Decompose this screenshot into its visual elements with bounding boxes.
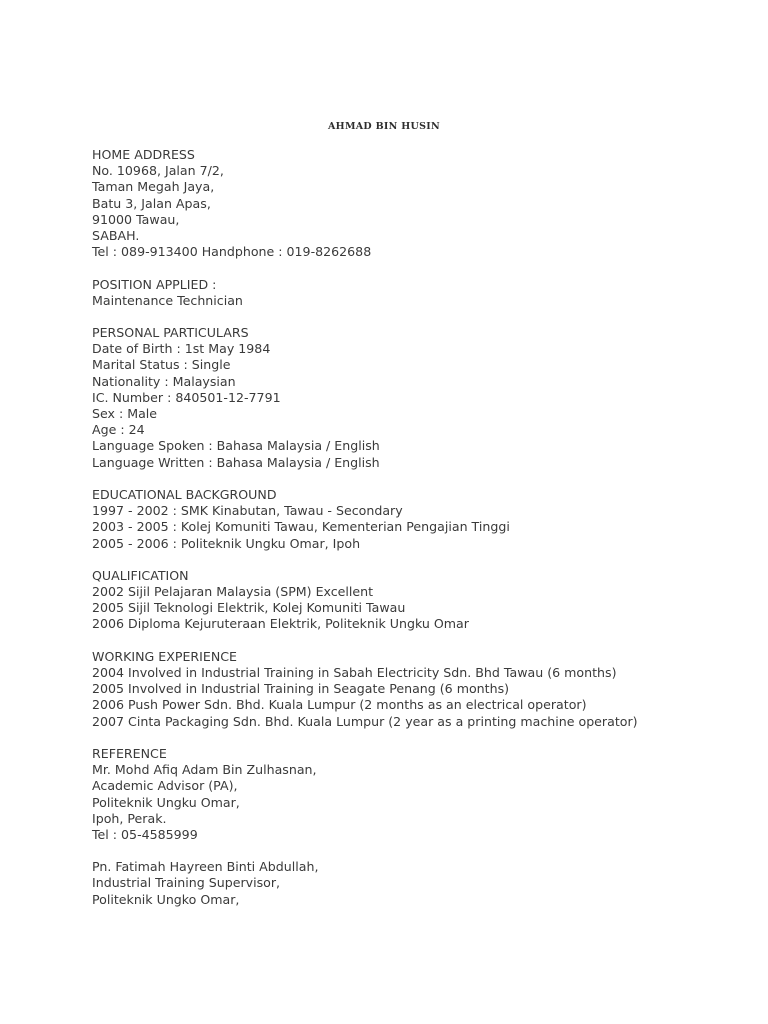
reference-1-line: Academic Advisor (PA), [92, 778, 238, 794]
document-title: AHMAD BIN HUSIN [328, 121, 440, 132]
personal-line: IC. Number : 840501-12-7791 [92, 389, 281, 405]
reference-section [92, 746, 732, 908]
personal-section [92, 325, 732, 471]
reference-1-line: Ipoh, Perak. [92, 810, 167, 826]
education-line: 2005 - 2006 : Politeknik Ungku Omar, Ipoh [92, 535, 361, 551]
section-gap [92, 471, 732, 487]
personal-line: Nationality : Malaysian [92, 373, 236, 389]
education-section [92, 487, 732, 552]
section-gap [92, 633, 732, 649]
education-line: 2003 - 2005 : Kolej Komuniti Tawau, Kementerian Pengajian Tinggi [92, 519, 510, 535]
address-line: No. 10968, Jalan 7/2, [92, 163, 224, 179]
section-gap [92, 309, 732, 325]
address-line: 91000 Tawau, [92, 211, 180, 227]
position-section [92, 277, 732, 309]
experience-line: 2006 Push Power Sdn. Bhd. Kuala Lumpur (2 months as an electrical operator) [92, 697, 587, 713]
personal-line: Marital Status : Single [92, 357, 231, 373]
reference-1-line: Tel : 05-4585999 [92, 826, 198, 842]
experience-heading: WORKING EXPERIENCE [92, 648, 238, 664]
reference-heading: REFERENCE [92, 745, 167, 761]
position-value: Maintenance Technician [92, 292, 243, 308]
personal-line: Age : 24 [92, 422, 145, 438]
home-address-section [92, 147, 732, 260]
experience-line: 2005 Involved in Industrial Training in Seagate Penang (6 months) [92, 681, 510, 697]
address-line: Taman Megah Jaya, [92, 179, 215, 195]
section-gap [92, 730, 732, 746]
reference-1-line: Mr. Mohd Afiq Adam Bin Zulhasnan, [92, 762, 317, 778]
education-heading: EDUCATIONAL BACKGROUND [92, 486, 277, 502]
section-gap [92, 260, 732, 276]
qualification-section [92, 568, 732, 633]
qualification-heading: QUALIFICATION [92, 567, 189, 583]
position-heading: POSITION APPLIED : [92, 276, 217, 292]
qualification-line: 2006 Diploma Kejuruteraan Elektrik, Politeknik Ungku Omar [92, 616, 469, 632]
resume-body [92, 147, 732, 908]
personal-line: Date of Birth : 1st May 1984 [92, 341, 271, 357]
address-line: Batu 3, Jalan Apas, [92, 195, 211, 211]
experience-section [92, 649, 732, 730]
personal-line: Sex : Male [92, 406, 158, 421]
qualification-line: 2002 Sijil Pelajaran Malaysia (SPM) Excellent [92, 584, 374, 600]
contact-line: Tel : 089-913400 Handphone : 019-8262688 [92, 244, 372, 260]
qualification-line: 2005 Sijil Teknologi Elektrik, Kolej Komuniti Tawau [92, 600, 406, 616]
education-line: 1997 - 2002 : SMK Kinabutan, Tawau - Secondary [92, 503, 403, 519]
experience-line: 2004 Involved in Industrial Training in Sabah Electricity Sdn. Bhd Tawau (6 months) [92, 665, 617, 680]
reference-2-line: Politeknik Ungko Omar, [92, 891, 240, 907]
reference-2-line: Pn. Fatimah Hayreen Binti Abdullah, [92, 859, 319, 875]
personal-line: Language Spoken : Bahasa Malaysia / English [92, 438, 380, 454]
reference-2-line: Industrial Training Supervisor, [92, 875, 281, 891]
address-line: SABAH. [92, 227, 140, 243]
section-gap [92, 552, 732, 568]
reference-1-line: Politeknik Ungku Omar, [92, 794, 240, 810]
home-address-heading: HOME ADDRESS [92, 147, 195, 162]
experience-line: 2007 Cinta Packaging Sdn. Bhd. Kuala Lumpur (2 year as a printing machine operator) [92, 713, 638, 729]
personal-line: Language Written : Bahasa Malaysia / English [92, 454, 380, 470]
personal-heading: PERSONAL PARTICULARS [92, 325, 249, 341]
reference-gap [92, 843, 732, 859]
